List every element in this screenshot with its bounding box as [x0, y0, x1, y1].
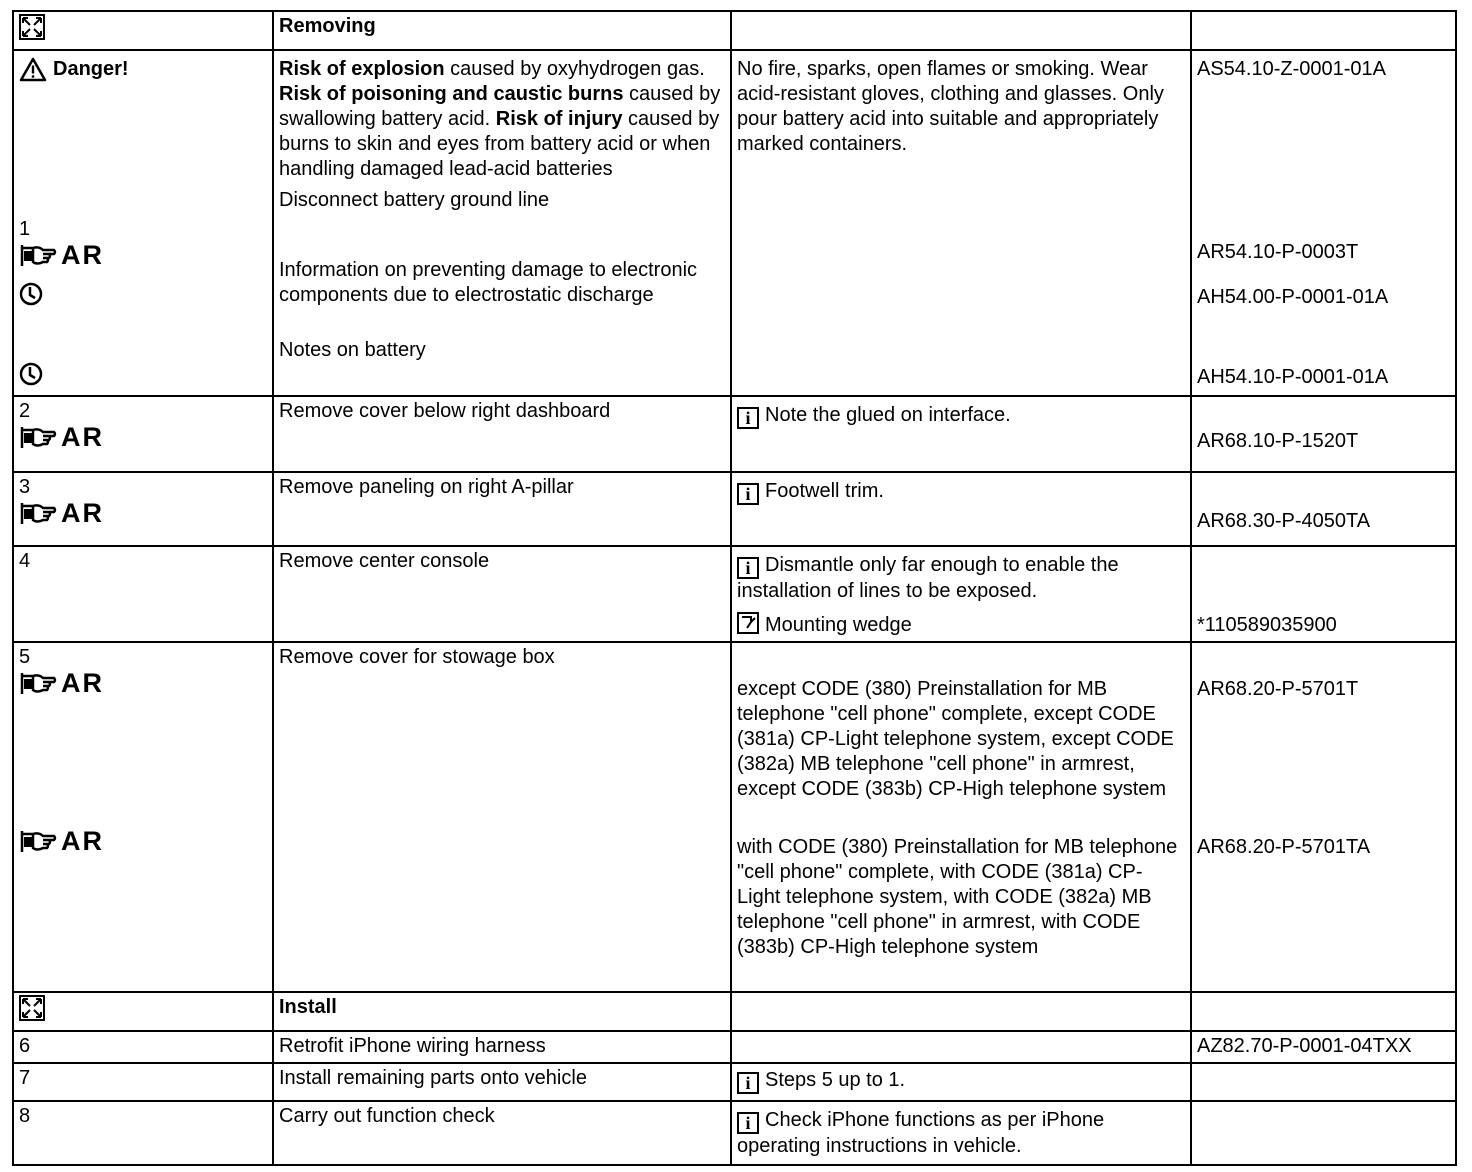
info-text-3: Footwell trim.	[765, 480, 884, 502]
step-number-4: 4	[19, 550, 31, 572]
step-text-5: Remove cover for stowage box	[279, 646, 555, 668]
ar-reference-badge	[19, 497, 104, 528]
note-text-battery: Notes on battery	[279, 339, 426, 361]
ar-reference-step-3: AR68.30-P-4050TA	[1197, 510, 1371, 532]
tool-text: Mounting wedge	[765, 614, 912, 636]
pointing-hand-icon	[19, 424, 57, 450]
step-row-4	[13, 546, 1456, 642]
expand-arrows-icon	[19, 14, 45, 40]
pointing-hand-icon	[19, 242, 57, 268]
step-text-2: Remove cover below right dashboard	[279, 400, 611, 422]
section-title-removing: Removing	[279, 15, 376, 37]
step-row-8	[13, 1101, 1456, 1165]
info-icon: i	[737, 407, 759, 429]
warning-triangle-icon	[19, 57, 47, 82]
note-text-esd: Information on preventing damage to electronic components due to electrostatic discharge	[279, 259, 698, 306]
info-text-4: Dismantle only far enough to enable the installation of lines to be exposed.	[737, 554, 1119, 602]
step-text-8: Carry out function check	[279, 1105, 495, 1127]
step-row-2	[13, 396, 1456, 472]
step-row-3	[13, 472, 1456, 546]
ar-reference-step-5b: AR68.20-P-5701TA	[1197, 836, 1371, 858]
ar-reference-badge	[19, 825, 104, 856]
step-text-4: Remove center console	[279, 550, 490, 572]
clock-note-icon	[19, 362, 43, 386]
info-icon: i	[737, 1112, 759, 1134]
danger-description: Risk of explosion caused by oxyhydrogen gas. Risk of poisoning and caustic burns caused by swallowing battery acid. Risk of injury caused by burns to skin and eyes from battery acid or when handling damaged lead-acid batteries	[279, 58, 721, 180]
ar-label: AR	[61, 497, 104, 528]
step-row-5	[13, 642, 1456, 992]
ar-label: AR	[61, 667, 104, 698]
expand-arrows-icon	[19, 995, 45, 1021]
step-text-1: Disconnect battery ground line	[279, 189, 550, 211]
section-row-removing	[13, 11, 1456, 50]
note-reference-esd: AH54.00-P-0001-01A	[1197, 286, 1389, 308]
step-number-2: 2	[19, 400, 31, 422]
step-number-7: 7	[19, 1067, 31, 1089]
step-number-6: 6	[19, 1035, 31, 1057]
info-text-2: Note the glued on interface.	[765, 404, 1011, 426]
info-text-7: Steps 5 up to 1.	[765, 1069, 906, 1091]
ar-reference-badge	[19, 421, 104, 452]
step-number-8: 8	[19, 1105, 31, 1127]
ar-reference-step-1: AR54.10-P-0003T	[1197, 241, 1359, 263]
step-text-7: Install remaining parts onto vehicle	[279, 1067, 587, 1089]
ar-reference-step-2: AR68.10-P-1520T	[1197, 430, 1359, 452]
pointing-hand-icon	[19, 828, 57, 854]
ar-label: AR	[61, 239, 104, 270]
reference-step-6: AZ82.70-P-0001-04TXX	[1197, 1035, 1412, 1057]
tool-icon	[737, 612, 759, 634]
pointing-hand-icon	[19, 500, 57, 526]
info-text-8: Check iPhone functions as per iPhone operating instructions in vehicle.	[737, 1109, 1105, 1157]
ar-reference-badge	[19, 239, 104, 270]
ar-reference-badge	[19, 667, 104, 698]
step-row-7	[13, 1063, 1456, 1101]
danger-text: Danger!	[53, 58, 129, 80]
condition-text-with: with CODE (380) Preinstallation for MB telephone "cell phone" complete, with CODE (381a) CP-Light telephone system, with CODE (382a) MB telephone "cell phone" in armrest, with CODE (383b) CP-High telephone system	[737, 836, 1178, 958]
danger-label	[19, 57, 129, 82]
step-row-6	[13, 1031, 1456, 1063]
step-text-6: Retrofit iPhone wiring harness	[279, 1035, 546, 1057]
info-icon: i	[737, 483, 759, 505]
step-number-5: 5	[19, 646, 31, 668]
danger-reference: AS54.10-Z-0001-01A	[1197, 58, 1387, 80]
step-text-3: Remove paneling on right A-pillar	[279, 476, 574, 498]
danger-measures: No fire, sparks, open flames or smoking. Wear acid-resistant gloves, clothing and glasses. Only pour battery acid into suitable and appropriately marked containers.	[737, 58, 1164, 155]
info-icon: i	[737, 1072, 759, 1094]
ar-reference-step-5a: AR68.20-P-5701T	[1197, 678, 1359, 700]
note-reference-battery: AH54.10-P-0001-01A	[1197, 366, 1389, 388]
step-number-3: 3	[19, 476, 31, 498]
tool-reference: *110589035900	[1197, 614, 1337, 636]
ar-label: AR	[61, 421, 104, 452]
section-row-install	[13, 992, 1456, 1031]
clock-note-icon	[19, 282, 43, 306]
danger-row	[13, 50, 1456, 396]
info-icon: i	[737, 557, 759, 579]
section-title-install: Install	[279, 996, 337, 1018]
pointing-hand-icon	[19, 670, 57, 696]
condition-text-except: except CODE (380) Preinstallation for MB telephone "cell phone" complete, except CODE (381a) CP-Light telephone system, except CODE (382a) MB telephone "cell phone" in armrest, except CODE (383b) CP-High telephone system	[737, 678, 1174, 800]
step-number-1: 1	[19, 218, 31, 240]
ar-label: AR	[61, 825, 104, 856]
procedure-table	[12, 10, 1457, 1166]
